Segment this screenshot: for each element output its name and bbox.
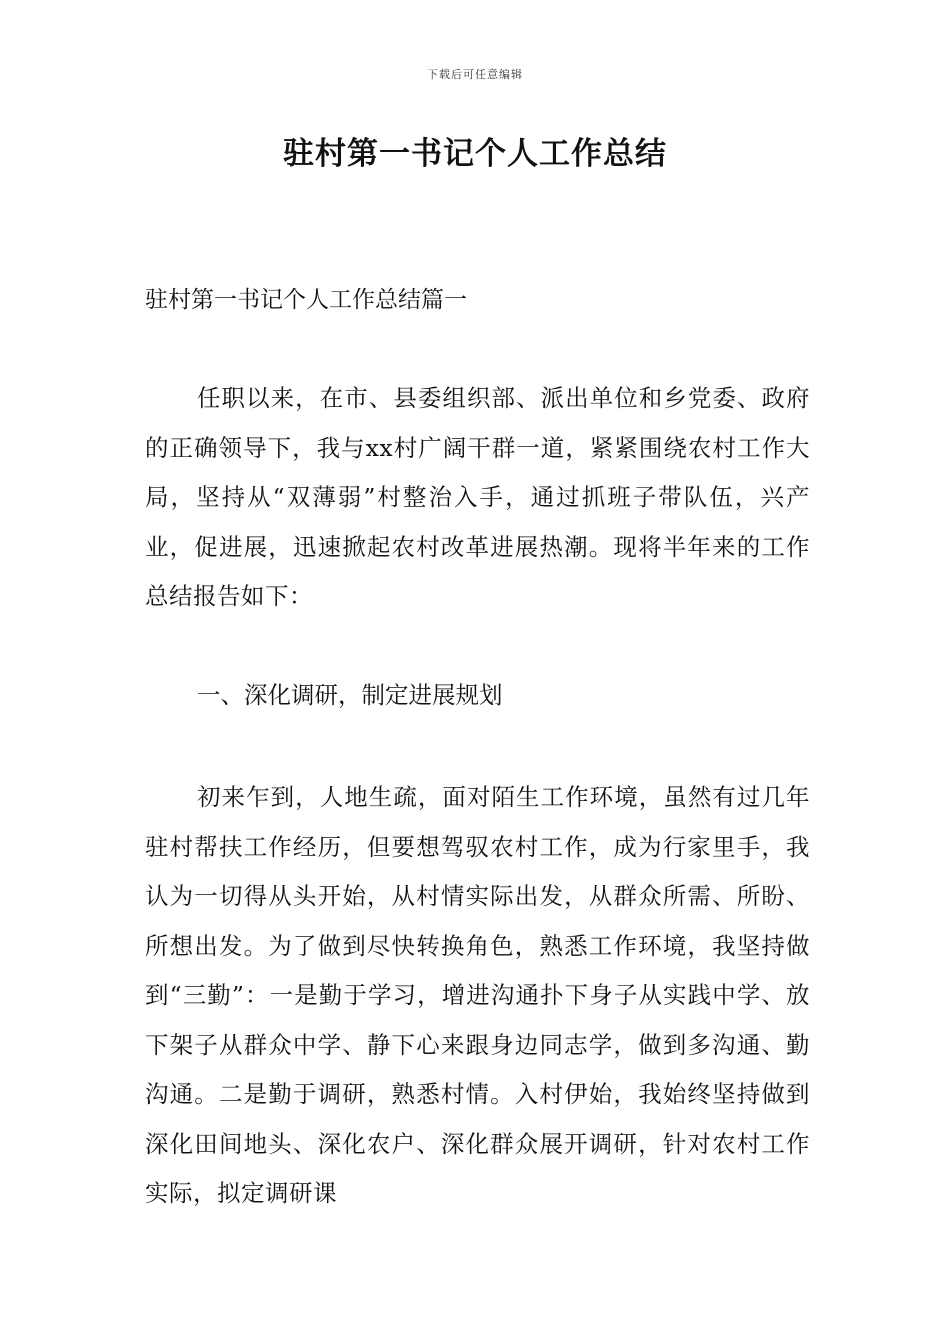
header-note: 下载后可任意编辑 [427,68,523,81]
heading-one: 一、深化调研，制定进展规划 [197,681,503,709]
paragraph-research: 初来乍到，人地生疏，面对陌生工作环境，虽然有过几年驻村帮扶工作经历，但要想驾驭农村工作，成为行家里手，我认为一切得从头开始，从村情实际出发，从群众所需、所盼、所想出发。为了做到尽快转换角色，熟悉工作环境，我坚持做到“三勤”：一是勤于学习，增进沟通扑下身子从实践中学、放下架子从群众中学、静下心来跟身边同志学，做到多沟通、勤沟通。二是勤于调研，熟悉村情。入村伊始，我始终坚持做到深化田间地头、深化农户、深化群众展开调研，针对农村工作实际，拟定调研课 [145,783,810,1207]
paragraph-intro: 任职以来，在市、县委组织部、派出单位和乡党委、政府的正确领导下，我与xx村广阔干群一道，紧紧围绕农村工作大局，坚持从“双薄弱”村整治入手，通过抓班子带队伍，兴产业，促进展，迅速掀起农村改革进展热潮。现将半年来的工作总结报告如下： [145,384,810,610]
document-title: 驻村第一书记个人工作总结 [283,136,667,172]
section-title: 驻村第一书记个人工作总结篇一 [145,287,467,313]
